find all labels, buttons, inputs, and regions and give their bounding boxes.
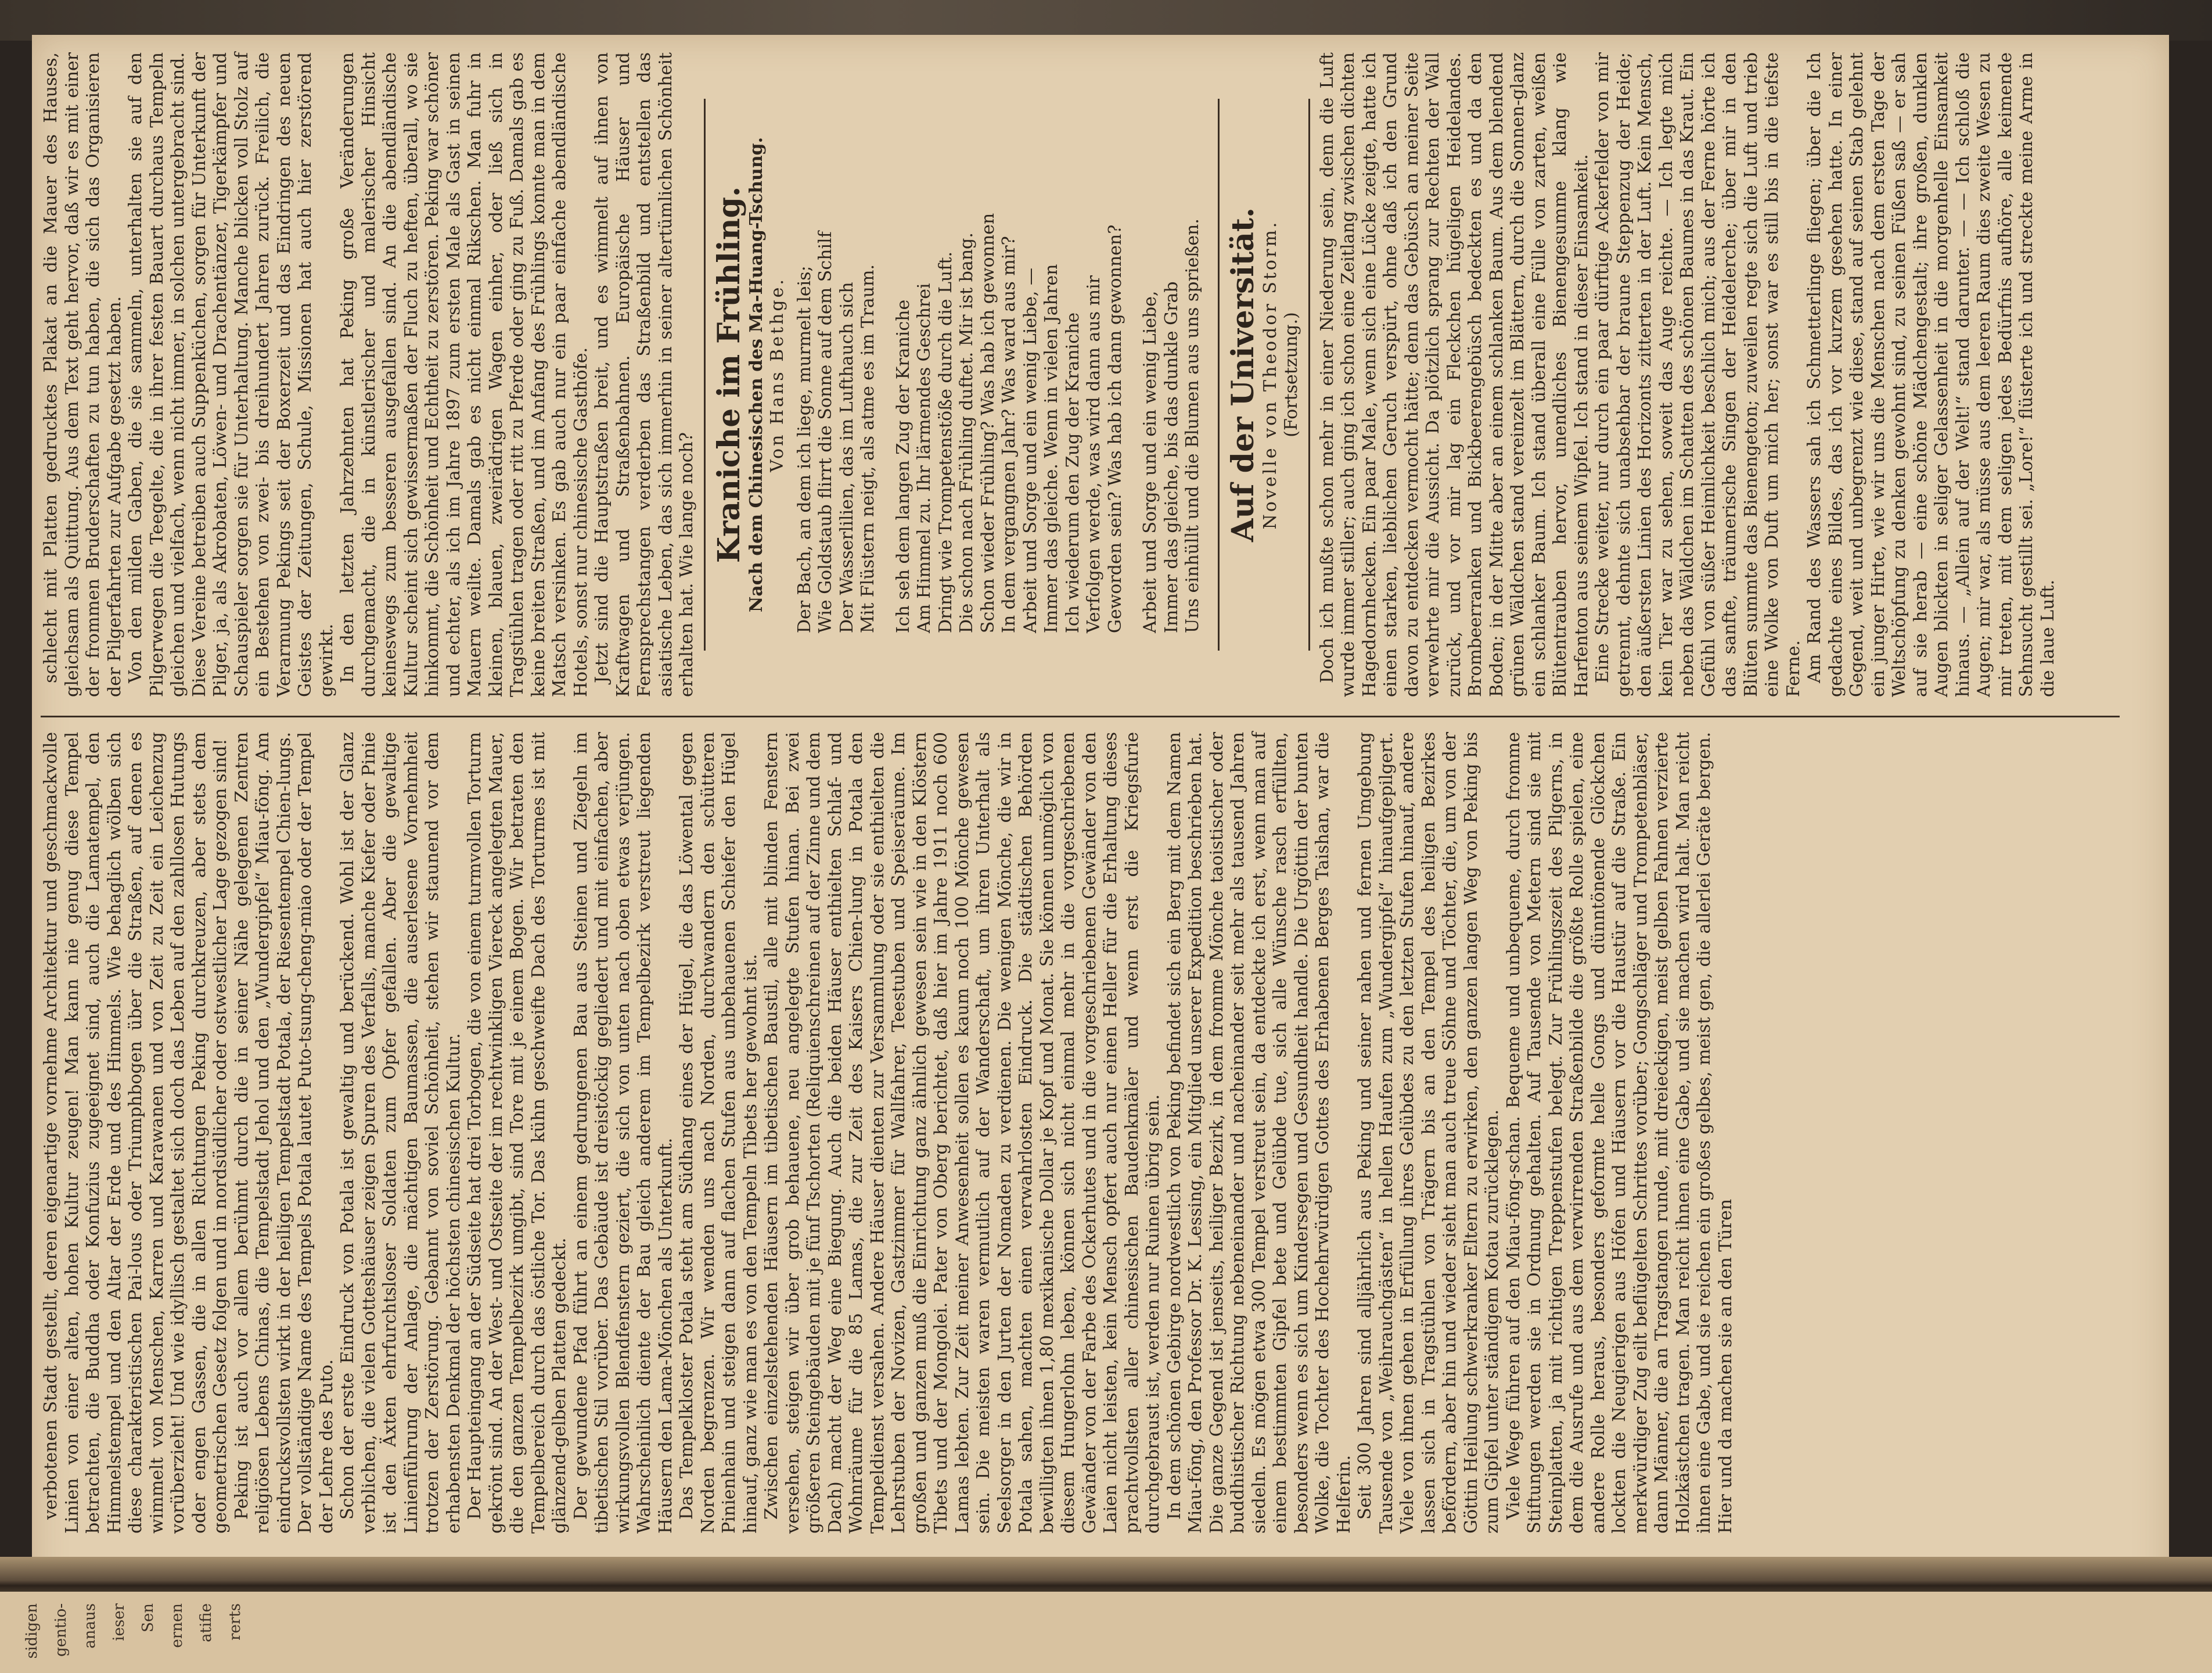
verse-line: Ich wiederum den Zug der Kraniche	[1062, 312, 1083, 633]
verse-line: Arbeit und Sorge und ein wenig Liebe,	[1140, 290, 1160, 633]
verse-line: Mit Flüstern neigt, als atme es im Traum.	[858, 264, 878, 633]
fragment: ieser	[110, 1603, 128, 1641]
verse-line: Uns einhüllt und die Blumen aus uns sprießen.	[1182, 218, 1203, 633]
paragraph: Eine Strecke weiter, nur durch ein paar dürftige Ackerfelder von mir getrennt, dehnte sich unabsehbar der braune Steppenzug der Heide; den äußersten Linien des Horizonts zitterten in der Luft. Kein Mensch, kein Tier war zu sehen, soweit das Auge reichte. — Ich legte mich neben das Wäldchen im Schatten des schönen Baumes in das Kraut. Ein Gefühl von süßer Heimlichkeit beschlich mich; aus der Ferne hörte ich das sanfte, träumerische Singen der Heidelerche; über mir in den Blüten summte das Bienengeton; zuweilen regte sich die Luft und trieb eine Wolke von Duft um mich her; sonst war es still bis in die tiefste Ferne.	[1592, 52, 1804, 697]
poem-byline: Von Hans Bethge.	[767, 277, 787, 472]
verse-line: Schon wieder Frühling? Was hab ich gewonnen	[977, 213, 998, 633]
section-rule	[704, 99, 706, 651]
fragment: atifie	[197, 1603, 215, 1642]
paragraph: In dem schönen Gebirge nordwestlich von Peking befindet sich ein Berg mit dem Namen Miau-föng, den Professor Dr. K. Lessing, ein Mitglied unserer Expedition beschrieben hat. Die ganze Gegend ist jenseits, heiliger Bezirk, in dem fromme Mönche taoistischer oder buddhistischer Richtung nebeneinander und nacheinander seit mehr als tausend Jahren siedeln. Es mögen etwa 300 Tempel verstreut sein, da entdeckte ich erst, wenn man auf einem bestimmten Gipfel bete und Gelübde tue, sich alle Wünsche rasch erfüllten, besonders wenn es sich um Kindersegen und Gesundheit handle. Die Urgöttin der bunten Wolke, die Tochter des Hochehrwürdigen Gottes des Erhabenen Berges Taishan, war die Helferin.	[1164, 732, 1354, 1534]
paragraph: Das Tempelkloster Potala steht am Südhang eines der Hügel, die das Löwental gegen Norden begrenzen. Wir wenden uns nach Norden, durchwandern den schütteren Pinienhain und steigen dann auf flachen Stufen aus unbehauenen Schiefer den Hügel hinauf, ganz wie man es von den Tempeln Tibets her gewohnt ist.	[677, 732, 761, 1534]
verse-line: Die schon nach Frühling duftet. Mir ist bang.	[956, 232, 977, 633]
stanza	[794, 52, 879, 633]
novella-title: Auf der Universität.	[1225, 207, 1261, 543]
verse-line: Geworden sein? Was hab ich dann gewonnen?	[1105, 224, 1125, 633]
verse-line: Immer das gleiche, bis das dunkle Grab	[1161, 281, 1182, 633]
paragraph: verbotenen Stadt gestellt, deren eigenartige vornehme Architektur und geschmackvolle Linien von einer alten, hohen Kultur zeugen! Man kann nie genug diese Tempel betrachten, die Buddha oder Konfuzius zugeeignet sind, auch die Lamatempel, den Himmelstempel und den Altar der Erde und des Himmels. Wie behaglich wölben sich diese charakteristischen Pai-lous oder Triumphbogen über die Straßen, auf denen es wimmelt von Menschen, Karren und Karawanen und von Zeit zu Zeit ein Leichenzug vorüberzieht! Und wie idyllisch gestaltet sich doch das Leben auf den zahllosen Hutungs oder engen Gassen, die in allen Richtungen Peking durchkreuzen, aber stets dem geometrischen Gesetz folgen und in nordsüdlicher oder ostwestlicher Lage gezogen sind!	[41, 732, 231, 1534]
page-text-rotated	[41, 46, 2120, 1534]
section-rule	[1218, 99, 1220, 651]
verse-line: In dem vergangnen Jahr? Was ward aus mir?	[999, 236, 1019, 633]
verse-line: Arbeit und Sorge und ein wenig Liebe, —	[1020, 268, 1041, 633]
paragraph: Viele Wege führen auf den Miau-föng-schan. Bequeme und unbequeme, durch fromme Stiftungen werden sie in Ordnung gehalten. Auf Tausende von Metern sind sie mit Steinplatten, ja mit richtigen Treppenstufen belegt. Zur Frühlingszeit des Pilgerns, in dem die Ausrufe und aus dem verwirrenden Straßenbilde die größte Rolle spielen, eine andere Rolle heraus, besonders geformte helle Gongs und dünntönende Glöckchen lockten die Neugierigen aus Höfen und Häusern vor die Haustür auf die Straße. Ein merkwürdiger Zug eilt beflügelten Schrittes vorüber; Gongschläger und Trompetenbläser, dann Männer, die an Tragstangen runde, mit dreieckigen, meist gelben Fahnen verzierte Holzkästchen tragen. Man reicht ihnen eine Gabe, und sie machen wird halt. Man reicht ihnen eine Gabe, und sie reichen ein großes gelbes, meist gen, die allerlei Geräte bergen. Hier und da machen sie an den Türen	[1503, 732, 1736, 1534]
facing-page-text	[0, 1603, 2212, 1673]
continuation-note: (Fortsetzung.)	[1281, 312, 1301, 437]
verse-line: Am Himmel zu. Ihr lärmendes Geschrei	[914, 283, 934, 633]
poem-subtitle: Nach dem Chinesischen des Ma-Huang-Tschung.	[746, 137, 767, 613]
paragraph: Jetzt sind die Hauptstraßen breit, und es wimmelt auf ihnen von Kraftwagen und Straßenbahnen. Europäische Häuser und Fernsprechstangen verderben das Straßenbild und entstellen das asiatische Leben, das sich immerhin in seiner altertümlichen Schönheit erhalten hat. Wie lange noch?	[592, 52, 697, 697]
novella-byline: Novelle von Theodor Storm.	[1260, 220, 1281, 530]
stanza	[893, 52, 1127, 633]
paragraph: Von den milden Gaben, die sie sammeln, unterhalten sie auf den Pilgerwegen die Teegelte, die in ihrer festen Bauart durchaus Tempeln gleichen und vielfach, wenn nicht immer, in solchen untergebracht sind. Diese Vereine betreiben auch Suppenküchen, sorgen für Unterkunft der Pilger, ja, als Akrobaten, Löwen- und Drachentänzer, Tigerkämpfer und Schauspieler sorgen sie für Unterhaltung. Manche blicken voll Stolz auf ein Bestehen von zwei- bis dreihundert Jahren zurück. Freilich, die Verarmung Pekings seit der Boxerzeit und das Eindringen des neuen Geistes der Zeitungen, Schule, Missionen hat auch hier zerstörend gewirkt.	[125, 52, 337, 697]
paragraph: Doch ich mußte schon mehr in einer Niederung sein, denn die Luft wurde immer stiller; auch ging ich schon eine Zeitlang zwischen dichten Hagedornhecken. Ein paar Male, wenn sich eine Lücke zeigte, hatte ich einen starken, lieblichen Geruch verspürt, ohne daß ich den Grund davon zu entdecken vermocht hätte; denn das Gebüsch an meiner Seite verwehrte mir die Aussicht. Da plötzlich sprang zur Rechten der Wall zurück, und vor mir lag ein Fleckchen hügeligen Heidelandes. Brombeerranken und Bickbeerengebüsch bedeckten es und da den Boden; in der Mitte aber an einem schlanken Baum. Aus dem blendend grünen Wäldchen stand vereinzelt im Blättern, durch die Sonnen-glanz ein schlanker Baum. Ich stand überall eine Fülle von zarten, weißen Blütentrauben hervor, unendliches Bienengesumme klang wie Harfenton aus seinem Wipfel. Ich stand in dieser Einsamkeit.	[1317, 52, 1592, 697]
column-left	[41, 732, 1736, 1534]
paragraph: Schon der erste Eindruck von Potala ist gewaltig und berückend. Wohl ist der Glanz verblichen, die vielen Gotteshäuser zeigen Spuren des Verfalls, manche Kiefer oder Pinie ist den Äxten ehrfurchtsloser Soldaten zum Opfer gefallen. Aber die gewaltige Linienführung der Anlage, die mächtigen Baumassen, die auserlesene Vornehmheit trotzen der Zerstörung. Gebannt von soviel Schönheit, stehen wir staunend vor dem erhabensten Denkmal der höchsten chinesischen Kultur.	[337, 732, 464, 1534]
stanza	[1140, 52, 1204, 633]
poem-title: Kraniche im Frühling.	[711, 186, 747, 563]
paragraph: schlecht mit Platten gedrucktes Plakat an die Mauer des Hauses, gleichsam als Quittung. Aus dem Text geht hervor, daß wir es mit einer der frommen Bruderschaften zu tun haben, die sich das Organisieren der Pilgerfahrten zur Aufgabe gesetzt haben.	[41, 52, 125, 697]
section-rule	[1308, 99, 1310, 651]
fragment: ernen	[168, 1603, 186, 1648]
verse-line: Immer das gleiche. Wenn in vielen Jahren	[1041, 264, 1062, 633]
fragment: rerts	[226, 1603, 244, 1641]
fragment: Sen	[139, 1603, 157, 1632]
fragment: anaus	[81, 1603, 99, 1649]
paragraph: Der Haupteingang an der Südseite hat drei Torbogen, die von einem turmvollen Torturm gekrönt sind. An der West- und Ostseite der im rechtwinkligen Viereck angelegten Mauer, die den ganzen Tempelbezirk umgibt, sind Tore mit je einem Bogen. Wir betraten den Tempelbereich durch das östliche Tor. Das kühn geschweifte Dach des Torturmes ist mit glänzend-gelben Platten gedeckt.	[465, 732, 570, 1534]
verse-line: Dringt wie Trompetenstöße durch die Luft.	[935, 251, 956, 633]
column-right	[41, 52, 2059, 697]
verse-line: Verfolgen werde, was wird dann aus mir	[1084, 275, 1104, 633]
paragraph: Seit 300 Jahren sind alljährlich aus Peking und seiner nahen und fernen Umgebung Tausende von „Weihrauchgästen“ in hellen Haufen zum „Wundergipfel“ hinaufgepilgert. Viele von ihnen gehen in Erfüllung ihres Gelübdes zu den letzten Stufen hinauf, andere lassen sich in Tragstühlen von Trägern bis an den Tempel des heiligen Bezirkes befördern, aber hin und wieder sieht man auch treue Söhne und Töchter, die, um von der Göttin Heilung schwerkranker Eltern zu erwirken, den ganzen langen Weg von Peking bis zum Gipfel unter ständigem Kotau zurücklegen.	[1355, 732, 1502, 1534]
column-divider	[41, 716, 2120, 717]
poem	[794, 52, 1204, 697]
verse-line: Wie Goldstaub flirrt die Sonne auf dem Schilf	[815, 231, 836, 633]
verse-line: Ich seh dem langen Zug der Kraniche	[893, 299, 913, 633]
fragment: gentio-	[52, 1603, 70, 1657]
paragraph: Am Rand des Wassers sah ich Schmetterlinge fliegen; über die Ich gedachte eines Bildes, das ich vor kurzem gesehen hatte. In einer Gegend, weit und unbegrenzt wie diese, stand auf seinen Stab gelehnt ein junger Hirte, wie wir uns die Menschen nach dem ersten Tage der Weltschöpfung zu denken gewohnt sind, zu seinen Füßen saß — er sah auf sie herab — eine schöne Mädchengestalt; ihre großen, dunklen Augen blickten in seliger Gelassenheit in die morgenhelle Einsamkeit hinaus. — „Allein auf der Welt!“ stand darunter. — — Ich schloß die Augen; mir war, als müsse aus dem leeren Raum dies zweite Wesen zu mir treten, mit dem seligen jedes Bedürfnis aufhöre, alle keimende Sehnsucht gestillt sei. „Lore!“ flüsterte ich und streckte meine Arme in die laue Luft.	[1804, 52, 2058, 697]
verse-line: Der Bach, an dem ich liege, murmelt leis;	[794, 265, 815, 633]
paragraph: In den letzten Jahrzehnten hat Peking große Veränderungen durchgemacht, die in künstlerischer und malerischer Hinsicht keineswegs zum besseren ausgefallen sind. An die abendländische Kultur scheint sich gewissermaßen der Fluch zu heften, überall, wo sie hinkommt, die Schönheit und Echtheit zu zerstören. Peking war schöner und echter, als ich im Jahre 1897 zum ersten Male als Gast in seinen Mauern weilte. Damals gab es nicht einmal Rikschen. Man fuhr in kleinen, blauen, zweirädrigen Wagen einher, oder ließ sich in Tragstühlen tragen oder ritt zu Pferde oder ging zu Fuß. Damals gab es keine breiten Straßen, und im Anfang des Frühlings konnte man in dem Matsch versinken. Es gab auch nur ein paar einfache abendländische Hotels, sonst nur chinesische Gasthöfe.	[337, 52, 591, 697]
paragraph: Der gewundene Pfad führt an einem gedrungenen Bau aus Steinen und Ziegeln im tibetischen Stil vorüber. Das Gebäude ist dreistöckig gegliedert und mit einfachen, aber wirkungsvollen Blendfenstern geziert, die sich von unten nach oben etwas verjüngen. Wahrscheinlich diente der Bau gleich anderem im Tempelbezirk verstreut liegenden Häusern den Lama-Mönchen als Unterkunft.	[570, 732, 676, 1534]
fragment: sidigen	[23, 1603, 41, 1659]
paragraph: Zwischen einzelstehenden Häusern im tibetischen Baustil, alle mit blinden Fenstern versehen, steigen wir über grob behauene, neu angelegte Stufen hinan. Bei zwei größeren Steingebäuden mit je fünf Tschorten (Reliquienschreinen auf der Zinne und dem Dach) macht der Weg eine Biegung. Auch die beiden Häuser enthielten Schlaf- und Wohnräume für die 85 Lamas, die zur Zeit des Kaisers Chien-lung in Potala den Tempeldienst versahen. Andere Häuser dienten zur Versammlung oder sie enthielten die Lehrstuben der Novizen, Gastzimmer für Wallfahrer, Teestuben und Speiseräume. Im großen und ganzen muß die Einrichtung ganz ähnlich gewesen sein wie in den Klöstern Tibets und der Mongolei. Pater von Oberg berichtet, daß hier im Jahre 1911 noch 600 Lamas lebten. Zur Zeit meiner Anwesenheit sollen es kaum noch 100 Mönche gewesen sein. Die meisten waren vermutlich auf der Wanderschaft, um ihren Unterhalt als Seelsorger in den Jurten der Nomaden zu verdienen. Die wenigen Mönche, die wir in Potala sahen, machten einen verwahrlosten Eindruck. Die städtischen Behörden bewilligten ihnen 1,80 mexikanische Dollar je Kopf und Monat. Sie können unmöglich von diesem Hungerlohn leben, können sich nicht einmal mehr in die vorgeschriebenen Gewänder von der Farbe des Ockerhutes und in die vorgeschriebenen Gewänder von den Laien nicht leisten, kein Mensch opfert auch nur einen Heller für die Erhaltung dieses prachtvollsten aller chinesischen Baudenkmäler und wenn erst die Kriegsfurie durchgebraust ist, werden nur Ruinen übrig sein.	[761, 732, 1163, 1534]
verse-line: Der Wasserlilien, das im Lufthauch sich	[836, 282, 857, 633]
paragraph: Peking ist auch vor allem berühmt durch die in seiner Nähe gelegenen Zentren religiösen Lebens Chinas, die Tempelstadt Jehol und den „Wundergipfel“ Miau-föng. Am eindrucksvollsten wirkt in der heiligen Tempelstadt Potala, der Riesentempel Chien-lungs. Der vollständige Name des Tempels Potala lautet Puto-tsung-cheng-miao oder der Tempel der Lehre des Puto.	[231, 732, 337, 1534]
